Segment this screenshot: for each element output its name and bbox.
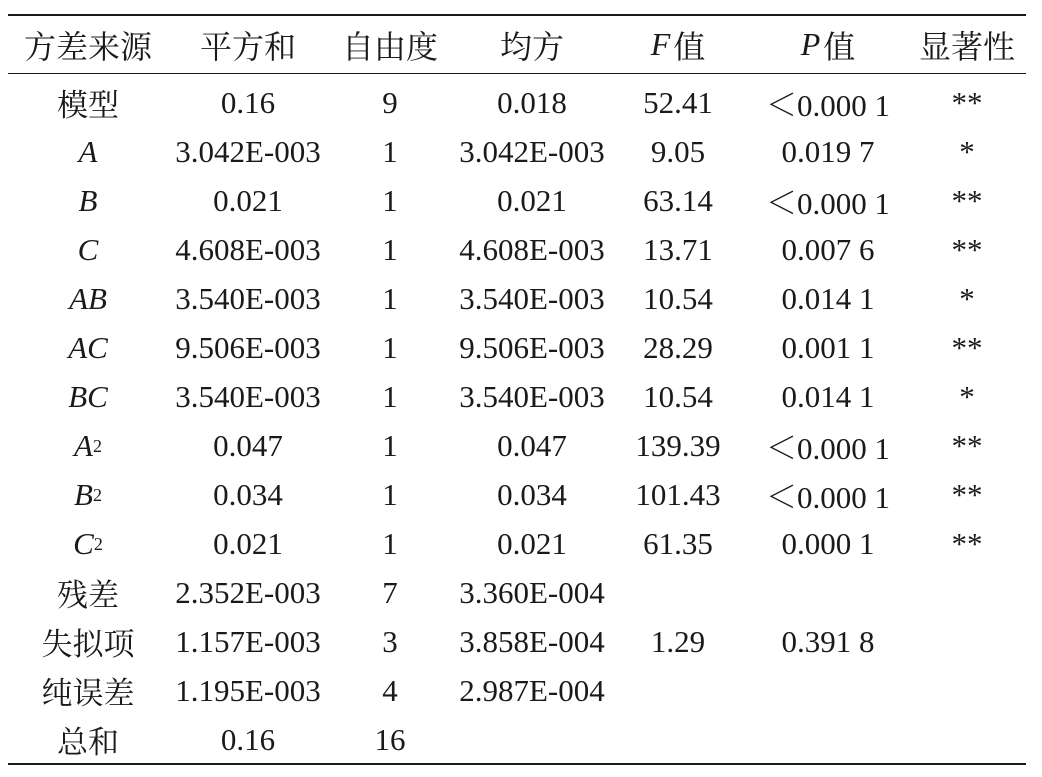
cell-p-value: ＜0.000 1 [766, 186, 890, 221]
cell-degrees-of-freedom: 16 [374, 721, 406, 757]
cell-degrees-of-freedom: 1 [382, 427, 398, 463]
cell-significance [912, 617, 1022, 666]
cell-sum-of-squares: 4.608E-003 [175, 231, 321, 267]
cell-significance [912, 666, 1022, 715]
cell-sum-of-squares: 1.195E-003 [175, 672, 321, 708]
table-header-row [8, 16, 1026, 73]
header-p-value [744, 16, 912, 73]
cell-p-value [744, 666, 912, 715]
table-row [8, 176, 1026, 225]
source-label: 纯误差 [41, 676, 135, 711]
cell-p-value: ＜0.000 1 [766, 480, 890, 515]
source-factor: AB [69, 280, 107, 316]
source-factor: B [74, 476, 93, 512]
cell-source [8, 715, 168, 764]
table-row [8, 421, 1026, 470]
cell-mean-square: 2.987E-004 [459, 672, 605, 708]
header-degrees-of-freedom: 自由度 [341, 28, 438, 65]
cell-source [8, 127, 168, 176]
cell-f-value [612, 715, 744, 764]
cell-significance: ** [951, 231, 983, 267]
cell-mean-square: 9.506E-003 [459, 329, 605, 365]
cell-source [8, 568, 168, 617]
source-factor: C [77, 231, 99, 267]
cell-f-value: 28.29 [643, 329, 713, 365]
cell-f-value: 101.43 [635, 476, 721, 512]
cell-f-value: 139.39 [635, 427, 721, 463]
cell-f-value: 10.54 [643, 378, 713, 414]
source-factor: BC [68, 378, 108, 414]
table-row [8, 323, 1026, 372]
source-factor: A [74, 427, 93, 463]
cell-sum-of-squares: 9.506E-003 [175, 329, 321, 365]
table-bottom-rule [8, 763, 1026, 765]
cell-mean-square: 3.540E-003 [459, 378, 605, 414]
table-header-rule [8, 73, 1026, 74]
cell-source: A 2 [74, 427, 102, 463]
cell-significance: * [959, 378, 975, 414]
cell-degrees-of-freedom: 1 [382, 182, 398, 218]
cell-mean-square: 3.858E-004 [459, 623, 605, 659]
cell-p-value: 0.014 1 [781, 378, 875, 414]
cell-sum-of-squares: 0.021 [213, 182, 283, 218]
cell-degrees-of-freedom: 3 [382, 623, 398, 659]
cell-source [8, 78, 168, 127]
cell-degrees-of-freedom: 1 [382, 476, 398, 512]
cell-sum-of-squares: 1.157E-003 [175, 623, 321, 659]
cell-degrees-of-freedom: 9 [382, 84, 398, 120]
header-p-symbol: P [800, 26, 821, 62]
cell-sum-of-squares: 3.540E-003 [175, 280, 321, 316]
cell-source [8, 372, 168, 421]
cell-f-value: 63.14 [643, 182, 713, 218]
cell-significance: ** [951, 427, 983, 463]
cell-significance [912, 568, 1022, 617]
table-row [8, 568, 1026, 617]
cell-mean-square: 0.047 [497, 427, 567, 463]
cell-f-value: 1.29 [650, 623, 706, 659]
table-row [8, 470, 1026, 519]
cell-sum-of-squares: 3.042E-003 [175, 133, 321, 169]
header-f-symbol: F [650, 26, 671, 62]
cell-mean-square: 0.021 [497, 182, 567, 218]
cell-mean-square: 0.018 [497, 84, 567, 120]
cell-degrees-of-freedom: 4 [382, 672, 398, 708]
cell-p-value: 0.001 1 [781, 329, 875, 365]
table-row [8, 372, 1026, 421]
cell-significance: ** [951, 525, 983, 561]
source-label: 失拟项 [41, 627, 135, 662]
cell-degrees-of-freedom: 1 [382, 329, 398, 365]
cell-mean-square: 4.608E-003 [459, 231, 605, 267]
source-factor: B [78, 182, 98, 218]
cell-f-value: 10.54 [643, 280, 713, 316]
header-p-suffix: 值 [823, 28, 856, 65]
cell-significance: ** [951, 84, 983, 120]
header-source: 方差来源 [23, 28, 152, 65]
cell-mean-square [452, 715, 612, 764]
cell-significance: * [959, 280, 975, 316]
cell-sum-of-squares: 2.352E-003 [175, 574, 321, 610]
source-factor: C [73, 525, 94, 561]
cell-f-value [612, 666, 744, 715]
cell-p-value [744, 568, 912, 617]
cell-f-value [612, 568, 744, 617]
cell-degrees-of-freedom: 1 [382, 133, 398, 169]
cell-sum-of-squares: 0.16 [220, 84, 276, 120]
table-row [8, 519, 1026, 568]
cell-significance: ** [951, 182, 983, 218]
cell-p-value [744, 715, 912, 764]
header-f-suffix: 值 [673, 28, 706, 65]
cell-sum-of-squares: 0.021 [213, 525, 283, 561]
cell-f-value: 9.05 [650, 133, 706, 169]
cell-source [8, 617, 168, 666]
cell-p-value: 0.014 1 [781, 280, 875, 316]
cell-sum-of-squares: 3.540E-003 [175, 378, 321, 414]
source-factor: A [78, 133, 98, 169]
cell-p-value: 0.000 1 [781, 525, 875, 561]
cell-sum-of-squares: 0.047 [213, 427, 283, 463]
cell-f-value: 52.41 [643, 84, 713, 120]
cell-p-value: 0.007 6 [781, 231, 875, 267]
cell-degrees-of-freedom: 1 [382, 231, 398, 267]
header-f-value [612, 16, 744, 73]
cell-degrees-of-freedom: 1 [382, 525, 398, 561]
cell-mean-square: 0.034 [497, 476, 567, 512]
cell-degrees-of-freedom: 1 [382, 280, 398, 316]
header-sum-of-squares: 平方和 [199, 28, 296, 65]
cell-sum-of-squares: 0.034 [213, 476, 283, 512]
table-row [8, 617, 1026, 666]
cell-mean-square: 3.540E-003 [459, 280, 605, 316]
cell-source: C 2 [73, 525, 103, 561]
cell-significance: ** [951, 476, 983, 512]
cell-source [8, 274, 168, 323]
cell-mean-square: 3.042E-003 [459, 133, 605, 169]
table-row [8, 666, 1026, 715]
table-row [8, 715, 1026, 764]
source-label: 残差 [57, 578, 119, 613]
cell-sum-of-squares: 0.16 [220, 721, 276, 757]
source-factor: AC [68, 329, 108, 365]
header-mean-square: 均方 [499, 28, 564, 65]
table-row [8, 78, 1026, 127]
cell-significance: * [959, 133, 975, 169]
table-row [8, 225, 1026, 274]
cell-f-value: 13.71 [643, 231, 713, 267]
header-significance: 显著性 [918, 28, 1015, 65]
cell-f-value: 61.35 [643, 525, 713, 561]
cell-p-value: 0.391 8 [781, 623, 875, 659]
cell-source [8, 225, 168, 274]
cell-mean-square: 0.021 [497, 525, 567, 561]
cell-mean-square: 3.360E-004 [459, 574, 605, 610]
cell-significance: ** [951, 329, 983, 365]
cell-p-value: ＜0.000 1 [766, 431, 890, 466]
cell-source [8, 176, 168, 225]
cell-significance [912, 715, 1022, 764]
cell-source [8, 323, 168, 372]
cell-source [8, 666, 168, 715]
cell-degrees-of-freedom: 7 [382, 574, 398, 610]
cell-p-value: ＜0.000 1 [766, 88, 890, 123]
source-label: 总和 [57, 725, 119, 760]
source-label: 模型 [57, 88, 119, 123]
table-row [8, 274, 1026, 323]
cell-degrees-of-freedom: 1 [382, 378, 398, 414]
cell-source: B 2 [74, 476, 102, 512]
cell-p-value: 0.019 7 [781, 133, 875, 169]
table-row [8, 127, 1026, 176]
